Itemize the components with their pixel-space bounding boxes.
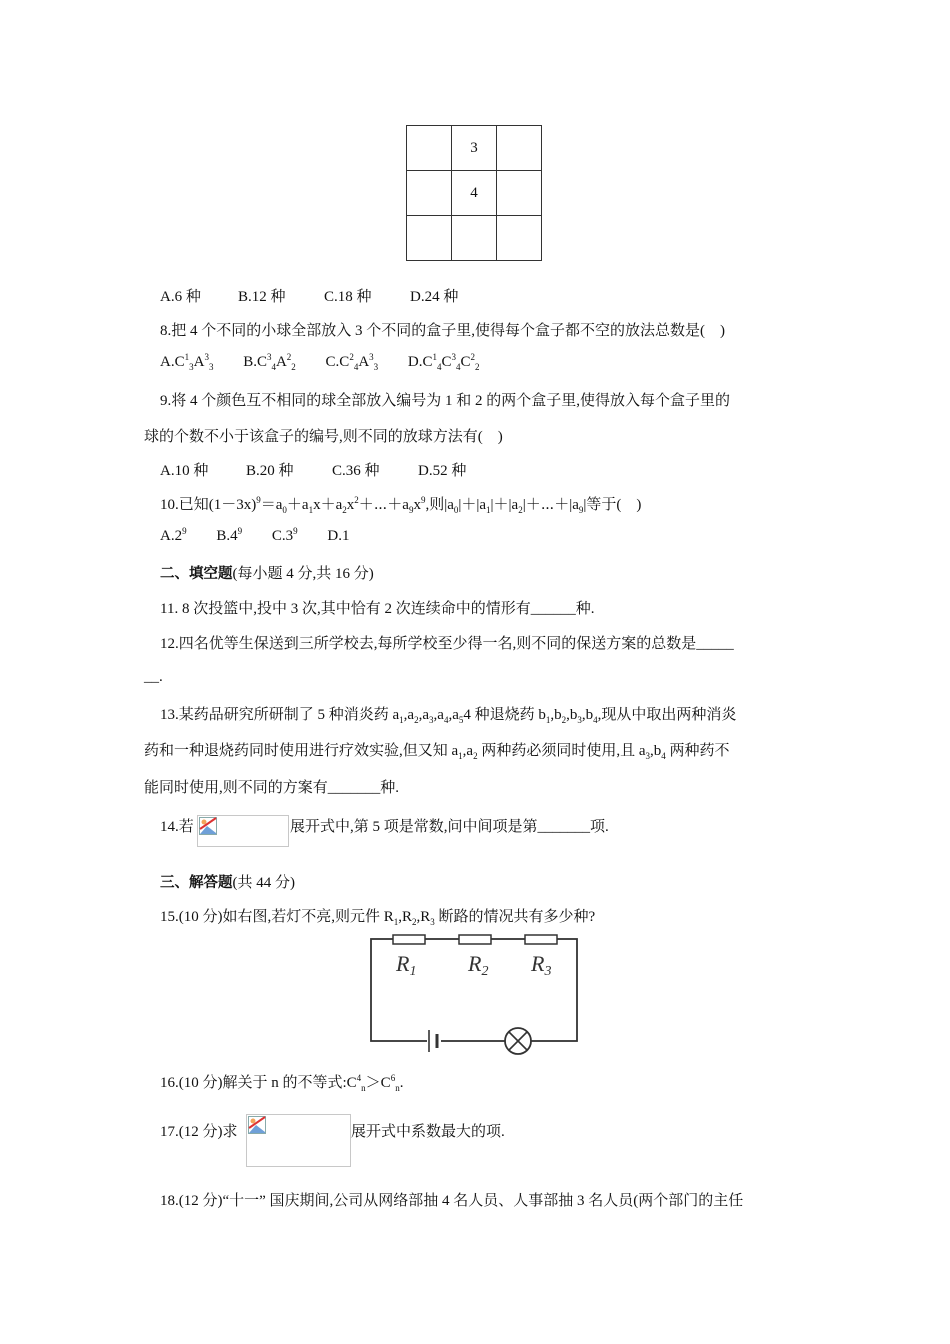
q7-option-b: B.12 种 xyxy=(238,289,286,305)
q13-line1: 13.某药品研究所研制了 5 种消炎药 $a_1,a_2,a_3,a_4,a_54$ 种退烧药 $b_1,b_2,b_3,b_4$,现从中取出两种消炎 xyxy=(160,707,737,725)
q14-prefix: 14.若 xyxy=(160,819,194,835)
grid-cell xyxy=(497,126,542,171)
grid-cell: 3 xyxy=(452,126,497,171)
q10-option-c: $C.3^9$ xyxy=(271,526,298,544)
number-grid xyxy=(406,125,542,261)
resistor-r2 xyxy=(459,935,491,944)
q13-line2: 药和一种退烧药同时使用进行疗效实验,但又知 $a_1,a_2$ 两种药必须同时使用,且 $a_3,b_4$ 两种药不 xyxy=(144,743,730,761)
section-3-title: 三、解答题 xyxy=(160,875,233,891)
q8-option-d: $D.C^1_4C^3_4C^2_2$ xyxy=(407,352,480,372)
section-2-title: 二、填空题 xyxy=(160,566,233,582)
q17-prefix: 17.(12 分)求 xyxy=(160,1124,238,1140)
q12-line1: 12.四名优等生保送到三所学校去,每所学校至少得一名,则不同的保送方案的总数是_____ xyxy=(160,636,734,652)
q8-options xyxy=(160,354,480,371)
q9-option-a: A.10 种 xyxy=(160,463,209,479)
q16-stem: 16.(10 分)解关于 n 的不等式$:C^4_n>C^6_n$. xyxy=(160,1073,404,1093)
q7-option-a: A.6 种 xyxy=(160,289,201,305)
q12-line2: __. xyxy=(144,669,163,685)
broken-image-icon xyxy=(199,817,217,835)
q10-stem: 10.已知$(1-3x)^9=a_0+a_1x+a_2x^2+\cdots+a_9x^9$,则$|a_0|+|a_1|+|a_2|+\cdots+|a_9|$等于( ) xyxy=(160,495,642,515)
q9-line1: 9.将 4 个颜色互不相同的球全部放入编号为 1 和 2 的两个盒子里,使得放入每个盒子里的 xyxy=(160,393,731,409)
broken-image-icon xyxy=(248,1116,266,1134)
q8-option-b: $B.C^3_4A^2_2$ xyxy=(243,352,296,372)
q10-options xyxy=(160,528,349,545)
section-2-note: (每小题 4 分,共 16 分) xyxy=(232,566,374,582)
q9-line2: 球的个数不小于该盒子的编号,则不同的放球方法有( ) xyxy=(144,429,503,445)
q11-stem: 11. 8 次投篮中,投中 3 次,其中恰有 2 次连续命中的情形有______种. xyxy=(160,601,595,617)
grid-cell: 4 xyxy=(452,171,497,216)
q10-option-a: $A.2^9$ xyxy=(160,526,187,544)
r2-label: R2 xyxy=(468,951,489,979)
resistor-r1 xyxy=(393,935,425,944)
section-2-heading xyxy=(160,562,374,583)
q15-stem: 15.(10 分)如右图,若灯不亮,则元件 $R_1,R_2,R_3$ 断路的情况共有多少种? xyxy=(160,909,596,927)
q18-stem: 18.(12 分)“十一” 国庆期间,公司从网络部抽 4 名人员、人事部抽 3 名人员(两个部门的主任 xyxy=(160,1193,744,1209)
q8-option-c: $C.C^2_4A^3_3$ xyxy=(325,352,379,372)
circuit-diagram xyxy=(365,933,585,1058)
r3-label: R3 xyxy=(531,951,552,979)
q8-stem: 8.把 4 个不同的小球全部放入 3 个不同的盒子里,使得每个盒子都不空的放法总数是( ) xyxy=(160,323,725,339)
section-3-note: (共 44 分) xyxy=(232,875,295,891)
grid-cell xyxy=(407,216,452,261)
grid-cell xyxy=(407,126,452,171)
grid-cell xyxy=(452,216,497,261)
q8-option-a: $A.C^1_3A^3_3$ xyxy=(160,352,214,372)
q9-option-c: C.36 种 xyxy=(332,463,380,479)
q10-option-b: $B.4^9$ xyxy=(216,526,243,544)
q9-option-b: B.20 种 xyxy=(246,463,294,479)
grid-cell xyxy=(407,171,452,216)
broken-image-placeholder xyxy=(197,815,289,847)
broken-image-placeholder xyxy=(246,1114,351,1167)
q10-option-d: D.1 xyxy=(327,528,350,544)
q7-option-c: C.18 种 xyxy=(324,289,372,305)
section-3-heading xyxy=(160,871,295,892)
q9-option-d: D.52 种 xyxy=(418,463,467,479)
q7-option-d: D.24 种 xyxy=(410,289,459,305)
r1-label: R1 xyxy=(396,951,417,979)
grid-cell xyxy=(497,171,542,216)
resistor-r3 xyxy=(525,935,557,944)
grid-cell xyxy=(497,216,542,261)
q17-suffix: 展开式中系数最大的项. xyxy=(351,1124,505,1140)
q14-suffix: 展开式中,第 5 项是常数,问中间项是第_______项. xyxy=(290,819,609,835)
q13-line3: 能同时使用,则不同的方案有_______种. xyxy=(144,780,400,796)
